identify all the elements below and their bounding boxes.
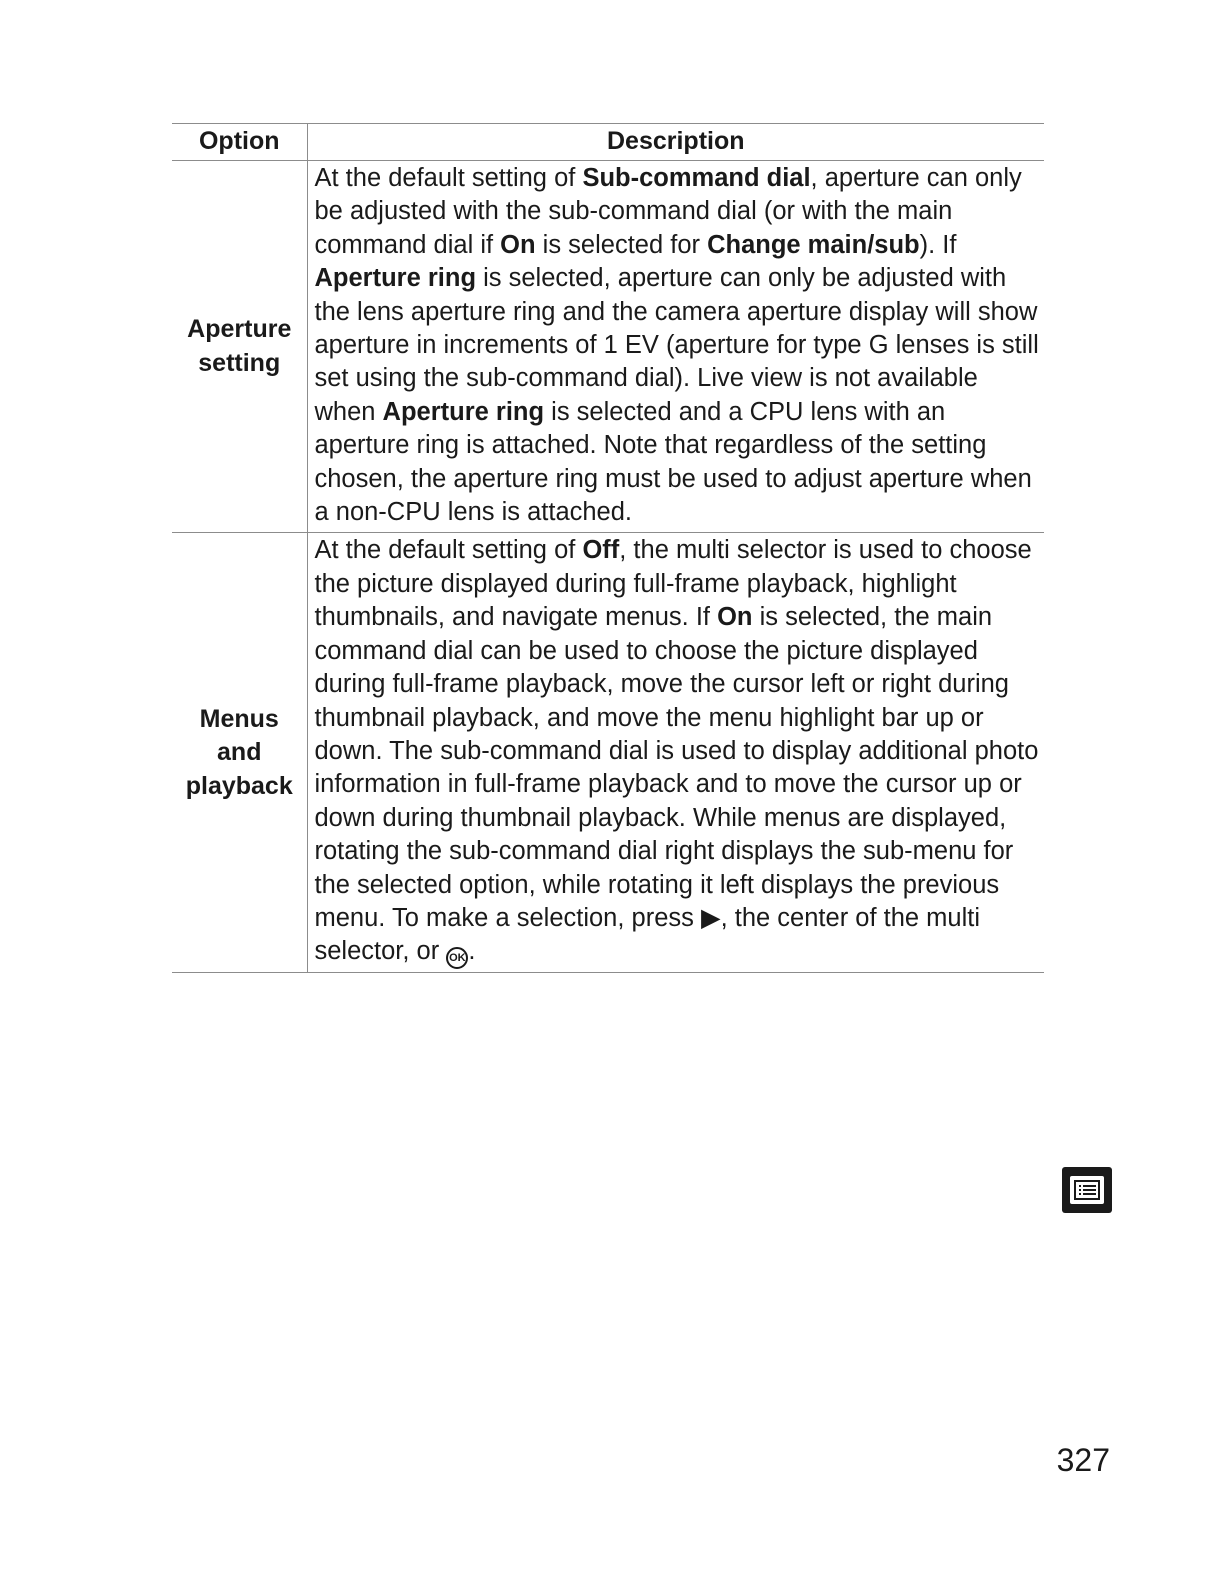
ok-button-icon: OK [446, 947, 468, 969]
table-row-menus-and-playback [172, 533, 1044, 973]
description-cell [307, 533, 1044, 973]
menu-list-bullet [1079, 1189, 1081, 1191]
option-column-header: Option [172, 124, 307, 161]
description-text: , aperture can only be adjusted with the sub-command dial (or with the main command dial if [314, 164, 1022, 259]
bold-term: Change main/sub [707, 230, 920, 259]
custom-settings-menu-icon [1062, 1167, 1112, 1213]
menu-list-glyph [1070, 1176, 1104, 1204]
bold-term: On [717, 603, 753, 632]
description-cell [307, 161, 1044, 533]
option-cell: Aperture setting [172, 161, 307, 533]
description-text: is selected and a CPU lens with an aperture ring is attached. Note that regardless of the setting chosen, the aperture ring must be used to adjust aperture when a non-CPU lens is attached. [314, 397, 1032, 527]
description-text: . [468, 937, 476, 966]
menu-list-bullet [1079, 1193, 1081, 1195]
page-number: 327 [1056, 1442, 1110, 1478]
bold-term: ▶ [700, 903, 721, 932]
bold-term: Off [582, 536, 620, 565]
description-column-header: Description [307, 124, 1044, 161]
menu-list-line [1083, 1185, 1096, 1187]
description-text: , the multi selector is used to choose the picture displayed during full-frame playback, highlight thumbnails, and navigate menus. If [314, 536, 1032, 632]
description-text: At the default setting of [314, 536, 583, 565]
description-text: At the default setting of [314, 164, 583, 192]
table-header-row [172, 124, 1044, 161]
menu-list-line [1083, 1189, 1096, 1191]
bold-term: Aperture ring [382, 397, 545, 426]
description-text: is selected, aperture can only be adjusted with the lens aperture ring and the camera aperture display will show aperture in increments of 1 EV (aperture for type G lenses is still set using the sub-command dial). Live view is not available when [314, 264, 1039, 426]
menu-list-line [1083, 1193, 1096, 1195]
description-text: is selected, the main command dial can be used to choose the picture displayed during full-frame playback, move the cursor left or right during thumbnail playback, and move the menu highlight bar up or down. The sub-command dial is used to display additional photo information in full-frame playback and to move the cursor up or down during thumbnail playback. While menus are displayed, rotating the sub-command dial right displays the sub-menu for the selected option, while rotating it left displays the previous menu. To make a selection, press [314, 603, 1039, 932]
menu-list-bullet [1079, 1185, 1081, 1187]
bold-term: On [500, 230, 536, 259]
description-text: , the center of the multi selector, or [314, 903, 980, 966]
description-text: ). If [919, 230, 957, 259]
table-row-aperture-setting [172, 161, 1044, 533]
custom-settings-table-container [172, 123, 1044, 973]
description-text: is selected for [535, 230, 708, 259]
bold-term: Aperture ring [314, 264, 477, 293]
custom-settings-table [172, 123, 1044, 973]
bold-term: Sub-command dial [582, 164, 811, 192]
option-cell: Menus and playback [172, 533, 307, 973]
